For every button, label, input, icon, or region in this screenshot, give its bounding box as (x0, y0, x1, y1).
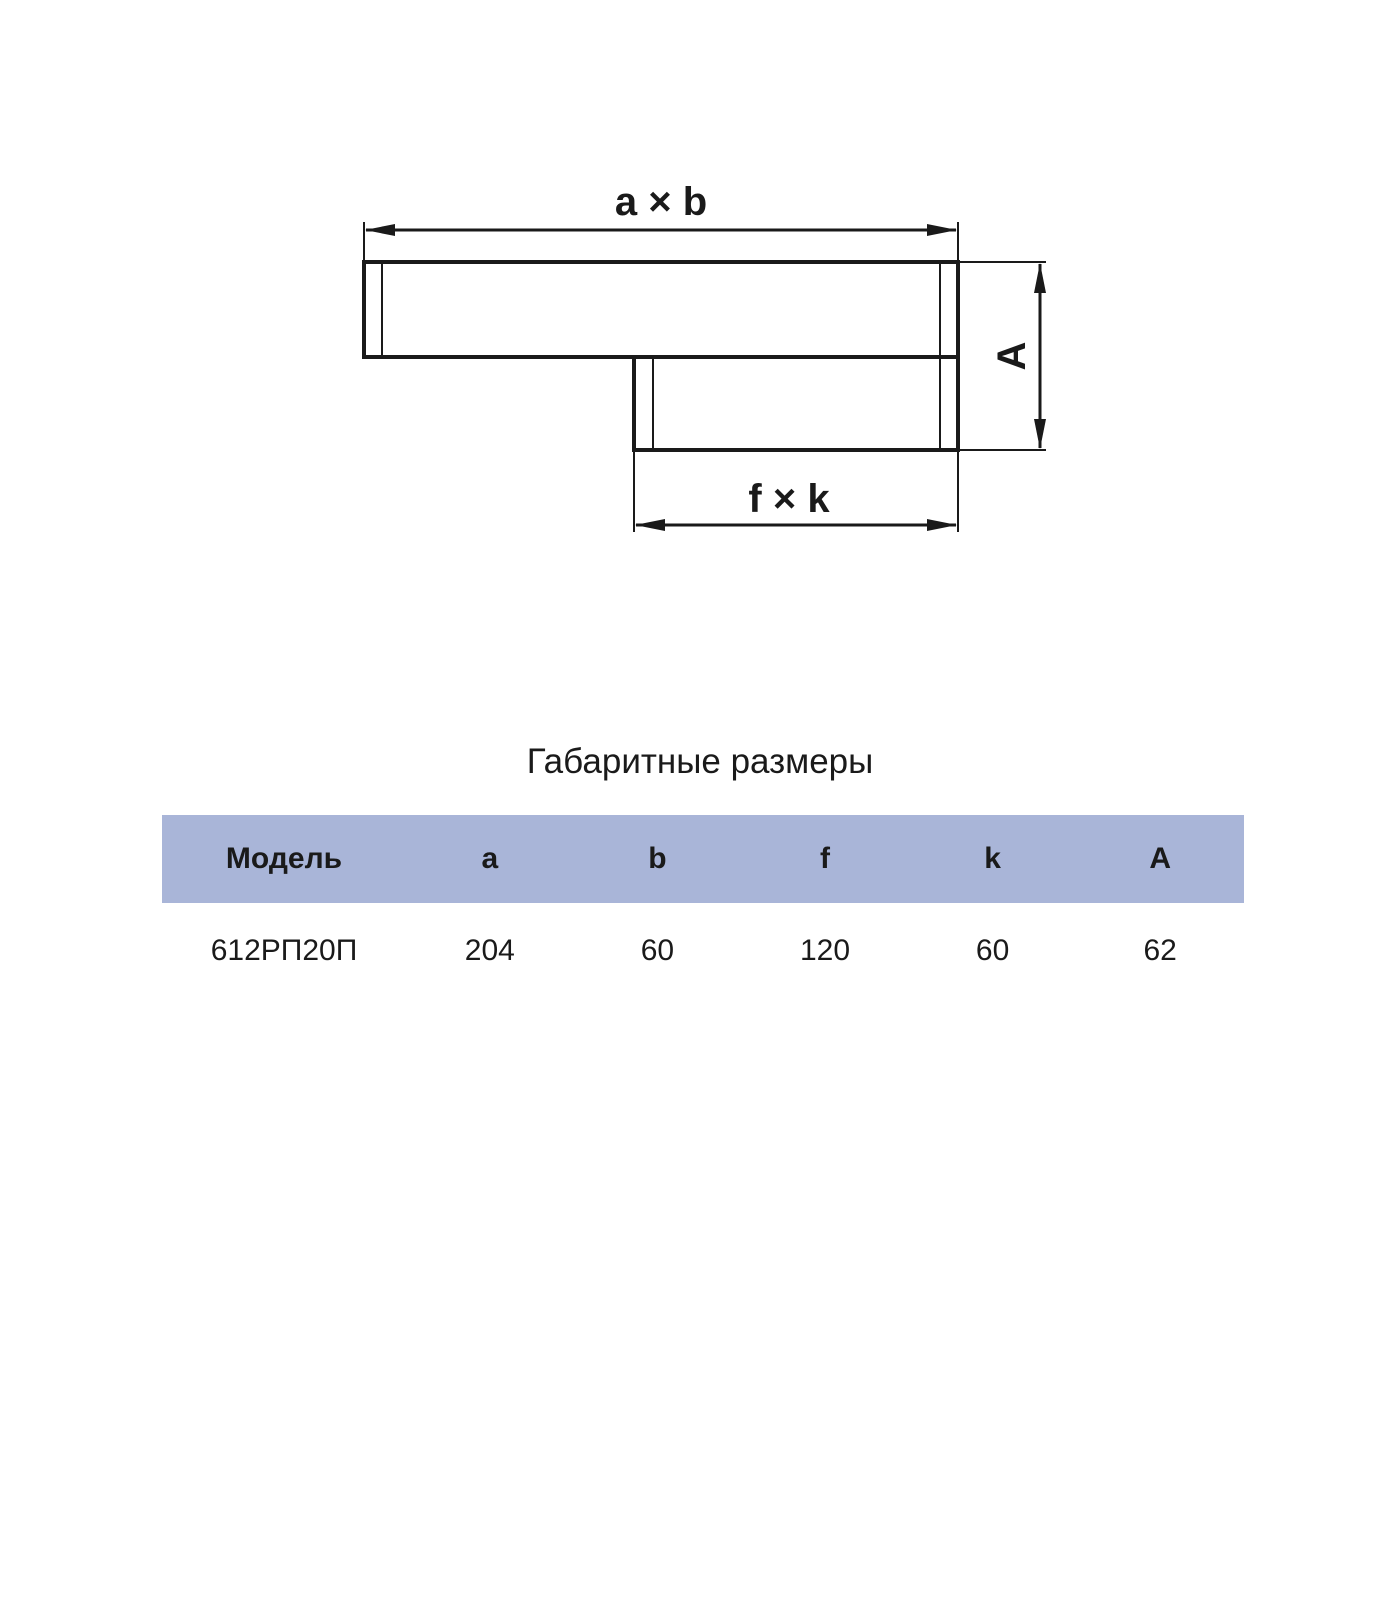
column-header-a: a (481, 842, 499, 875)
dimension-a-b (364, 180, 958, 262)
cell-model: 612РП20П (210, 934, 358, 967)
column-header-model: Модель (225, 842, 343, 875)
dimensions-table (162, 815, 1244, 999)
cell-A: 62 (1143, 934, 1177, 967)
lower-duct-section (634, 357, 958, 450)
dimensions-title: Габаритные размеры (526, 742, 874, 781)
column-header-A: A (1149, 842, 1172, 875)
dimension-label-a-b: a × b (614, 180, 708, 224)
column-header-f: f (819, 842, 830, 875)
adapter-dimension-drawing (0, 0, 1400, 600)
table-header-row (162, 815, 1244, 903)
dimension-label-f-k: f × k (748, 477, 830, 521)
cell-k: 60 (975, 934, 1010, 967)
column-header-b: b (648, 842, 667, 875)
cell-b: 60 (640, 934, 675, 967)
dimension-f-k (634, 450, 958, 532)
dimension-label-A: A (990, 341, 1034, 371)
column-header-k: k (984, 842, 1001, 875)
dimension-A (958, 262, 1046, 450)
cell-f: 120 (799, 934, 851, 967)
table-row (162, 903, 1244, 999)
upper-duct-section (364, 262, 958, 357)
cell-a: 204 (464, 934, 515, 967)
